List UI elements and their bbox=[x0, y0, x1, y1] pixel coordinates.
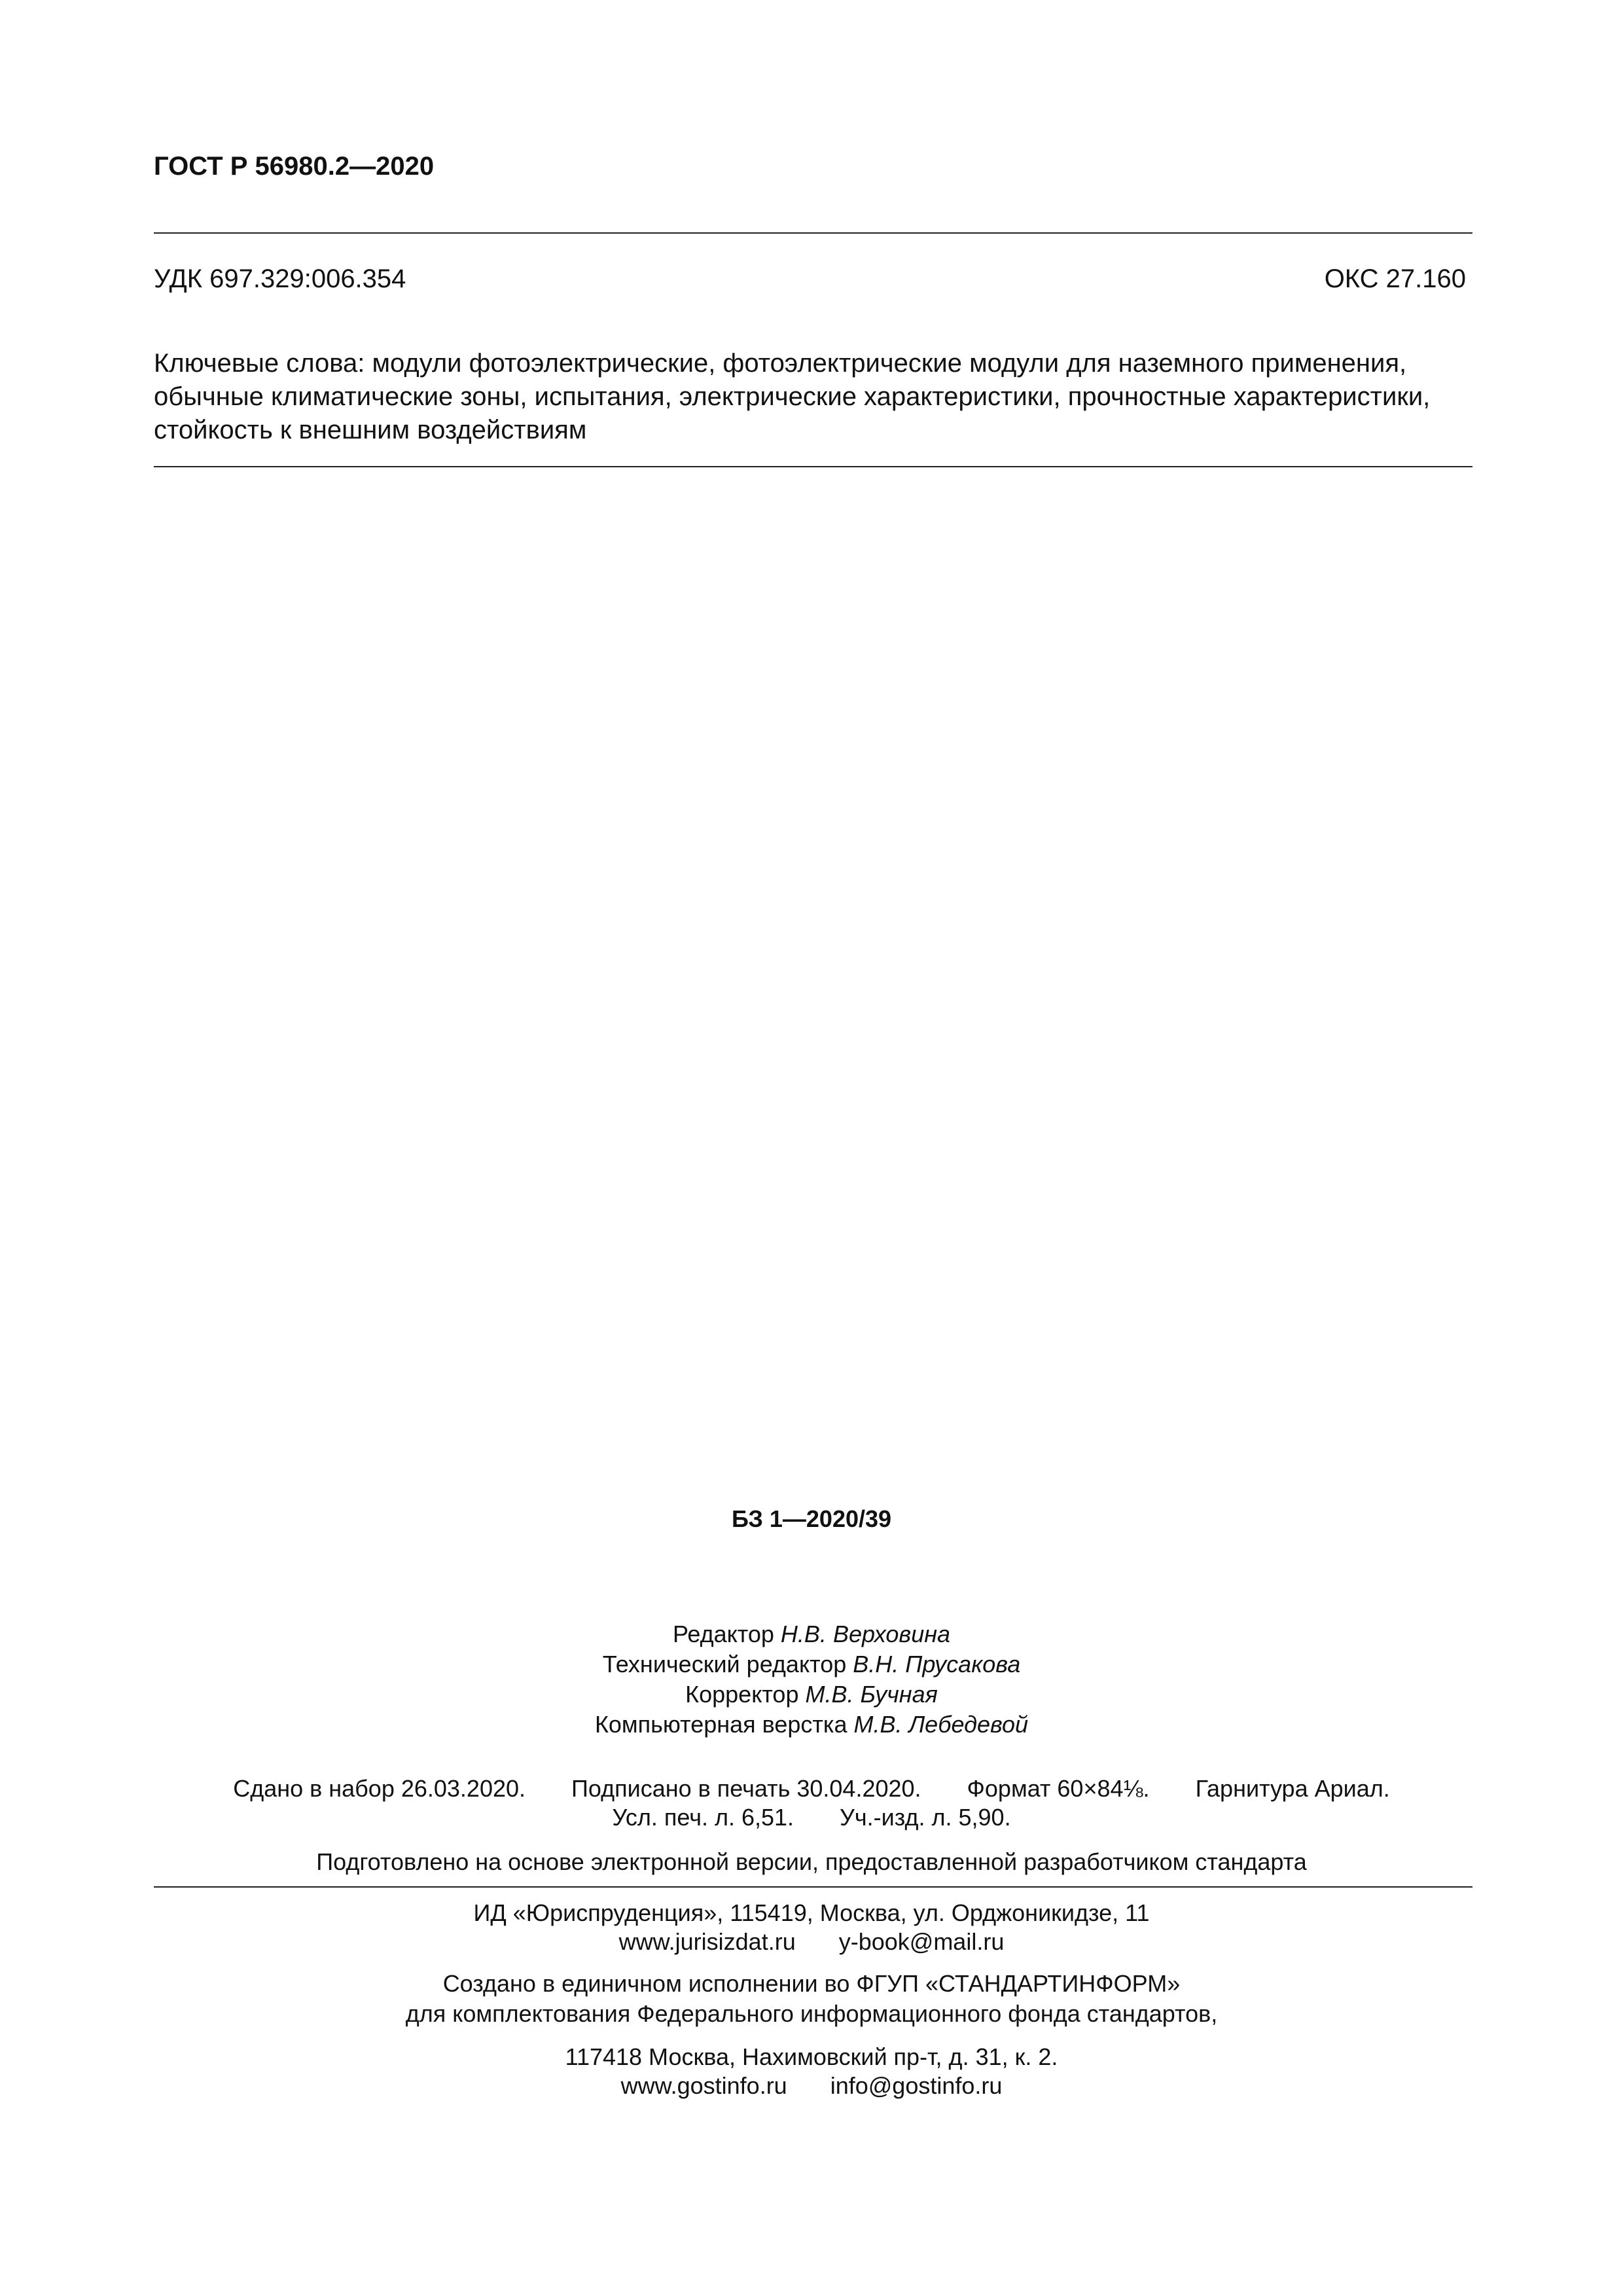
divider-bottom bbox=[154, 1886, 1472, 1888]
credit-proofreader bbox=[0, 1679, 1623, 1710]
publisher-site: www.jurisizdat.ru bbox=[618, 1928, 796, 1955]
created-contacts bbox=[0, 2071, 1623, 2101]
print-sheets: Усл. печ. л. 6,51. bbox=[612, 1804, 794, 1831]
udk-code: УДК 697.329:006.354 bbox=[154, 264, 406, 293]
created-line2: для комплектования Федерального информационного фонда стандартов, bbox=[405, 2000, 1218, 2027]
credit-role: Корректор bbox=[685, 1681, 799, 1708]
created-site: www.gostinfo.ru bbox=[620, 2072, 787, 2099]
credit-editor bbox=[0, 1619, 1623, 1649]
oks-code: ОКС 27.160 bbox=[1324, 264, 1466, 293]
print-format: Формат 60×84⅛. bbox=[967, 1775, 1150, 1802]
created-address: 117418 Москва, Нахимовский пр-т, д. 31, к. 2. bbox=[565, 2043, 1058, 2070]
created-email: info@gostinfo.ru bbox=[830, 2072, 1003, 2099]
credit-name: М.В. Бучная bbox=[805, 1681, 938, 1708]
credit-name: Н.В. Верховина bbox=[780, 1621, 951, 1647]
publisher-contacts bbox=[0, 1927, 1623, 1957]
publisher-email: y-book@mail.ru bbox=[838, 1928, 1005, 1955]
divider-top bbox=[154, 232, 1472, 234]
keywords-text: Ключевые слова: модули фотоэлектрические, фотоэлектрические модули для наземного применения, обычные климатические зоны, испытания, электрические характеристики, прочностные характеристики, стойкость к внешним воздействиям bbox=[154, 349, 1431, 444]
divider-keywords bbox=[154, 466, 1472, 467]
bz-number: БЗ 1—2020/39 bbox=[731, 1505, 892, 1532]
edit-sheets: Уч.-изд. л. 5,90. bbox=[840, 1804, 1011, 1831]
credit-layout bbox=[0, 1710, 1623, 1740]
print-info-line1 bbox=[0, 1774, 1623, 1804]
print-info-line2 bbox=[0, 1803, 1623, 1833]
standard-id: ГОСТ Р 56980.2—2020 bbox=[154, 152, 435, 181]
credit-role: Редактор bbox=[672, 1621, 774, 1647]
credit-role: Компьютерная верстка bbox=[594, 1711, 847, 1738]
typeface: Гарнитура Ариал. bbox=[1195, 1775, 1390, 1802]
publisher-address: ИД «Юриспруденция», 115419, Москва, ул. Орджоникидзе, 11 bbox=[473, 1899, 1150, 1926]
created-line1: Создано в единичном исполнении во ФГУП «СТАНДАРТИНФОРМ» bbox=[442, 1970, 1181, 1997]
credit-tech-editor bbox=[0, 1649, 1623, 1679]
prepared-note: Подготовлено на основе электронной версии, предоставленной разработчиком стандарта bbox=[316, 1848, 1307, 1875]
typeset-date: Сдано в набор 26.03.2020. bbox=[233, 1775, 526, 1802]
credit-name: М.В. Лебедевой bbox=[853, 1711, 1029, 1738]
signed-date: Подписано в печать 30.04.2020. bbox=[571, 1775, 921, 1802]
credit-role: Технический редактор bbox=[602, 1651, 847, 1677]
credit-name: В.Н. Прусакова bbox=[853, 1651, 1021, 1677]
